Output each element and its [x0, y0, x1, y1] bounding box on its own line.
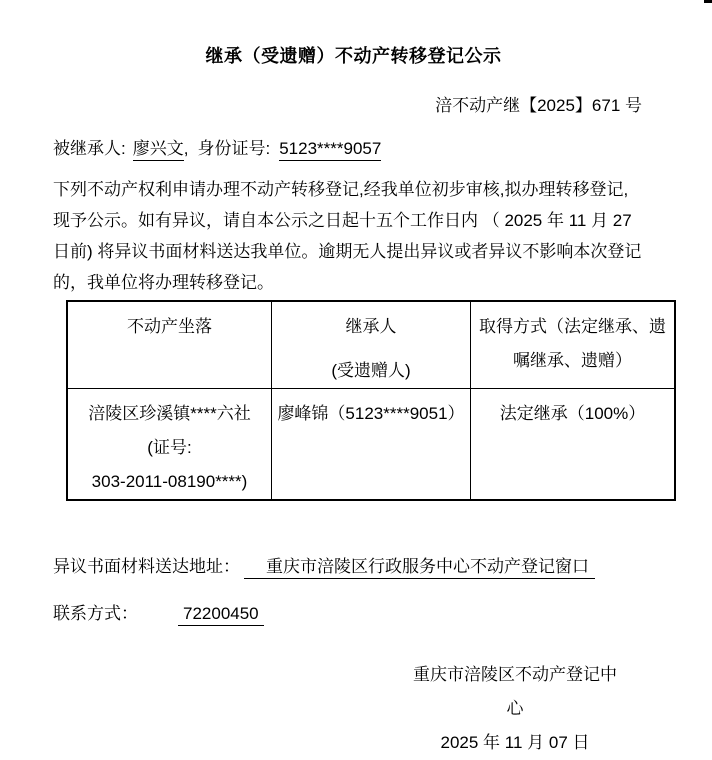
issuing-organization: 重庆市涪陵区不动产登记中心	[413, 665, 617, 718]
decedent-separator: ,	[183, 139, 189, 158]
header-heir-line1: 继承人	[345, 317, 397, 336]
header-location-label: 不动产坐落	[127, 317, 212, 336]
paragraph-line: 现予公示。如有异议，请自本公示之日起十五个工作日内 （ 2025 年 11 月 27	[53, 211, 632, 230]
table-header-row	[67, 301, 675, 389]
objection-address-value: 重庆市涪陵区行政服务中心不动产登记窗口	[244, 557, 595, 579]
header-heir-line2: (受遗赠人)	[331, 361, 411, 380]
contact-line	[53, 602, 654, 626]
header-cell-location	[67, 301, 272, 389]
document-number: 涪不动产继【2025】671 号	[435, 96, 642, 115]
paragraph-line: 下列不动产权利申请办理不动产转移登记,经我单位初步审核,拟办理转移登记,	[53, 180, 629, 199]
cell-property-location	[67, 389, 272, 501]
heir-name-value: 廖峰锦（5123****9051）	[277, 404, 465, 423]
issue-date: 2025 年 11 月 07 日	[440, 733, 590, 752]
property-location-line2: (证号:	[147, 438, 192, 457]
header-cell-method	[471, 301, 676, 389]
page-title: 继承（受遗赠）不动产转移登记公示	[205, 46, 502, 66]
property-location-line3: 303-2011-08190****)	[91, 472, 248, 491]
header-method-label: 取得方式（法定继承、遗嘱继承、遗赠）	[479, 317, 666, 370]
paragraph-line: 的，我单位将办理转移登记。	[53, 273, 274, 292]
acquisition-method-value: 法定继承（100%）	[499, 404, 646, 423]
decedent-name: 廖兴文	[133, 139, 184, 161]
cell-heir-name	[272, 389, 471, 501]
table-row	[67, 389, 675, 501]
registration-table	[66, 300, 676, 501]
objection-address-line	[53, 555, 654, 579]
id-number-value: 5123****9057	[279, 139, 381, 161]
objection-address-label: 异议书面材料送达地址：	[53, 557, 240, 576]
paragraph-line: 日前) 将异议书面材料送达我单位。逾期无人提出异议或者异议不影响本次登记	[53, 242, 642, 261]
decedent-line	[53, 137, 654, 160]
property-location-line1: 涪陵区珍溪镇****六社	[88, 404, 251, 423]
header-cell-heir	[272, 301, 471, 389]
contact-value: 72200450	[178, 604, 264, 626]
id-number-label: 身份证号:	[197, 139, 271, 158]
contact-label: 联系方式：	[53, 604, 138, 623]
signature-block	[408, 658, 622, 760]
cell-acquisition-method	[471, 389, 676, 501]
screen-edge-artifact	[704, 0, 712, 3]
decedent-label: 被继承人:	[53, 139, 126, 158]
notice-paragraph	[53, 174, 654, 298]
